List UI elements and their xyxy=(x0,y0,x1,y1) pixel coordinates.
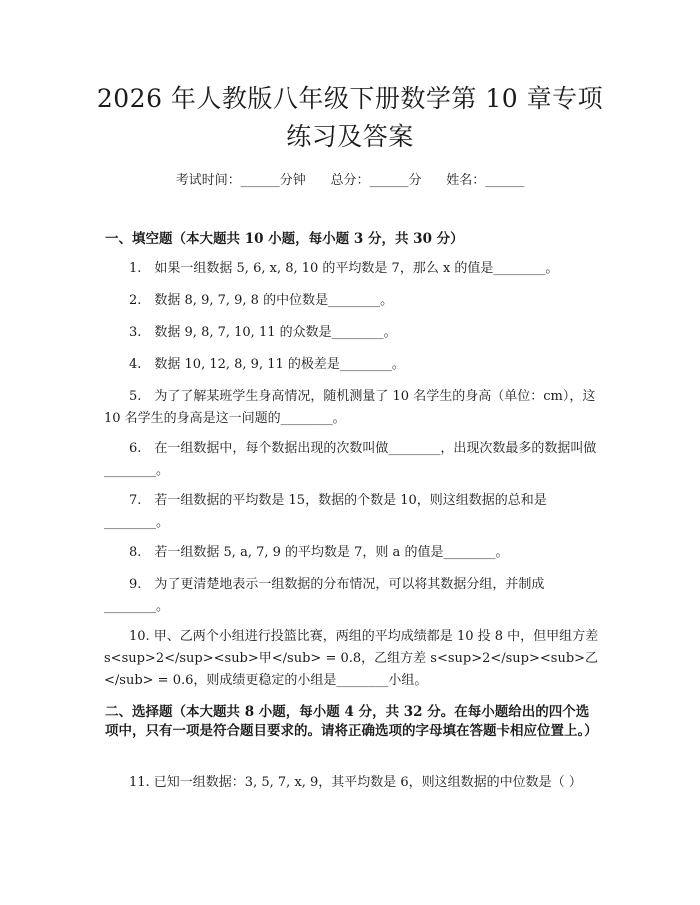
question-7: 7. 若一组数据的平均数是 15，数据的个数是 10，则这组数据的总和是________。 xyxy=(104,493,547,530)
question-4: 4. 数据 10, 12, 8, 9, 11 的极差是________。 xyxy=(129,357,405,372)
section-heading-multiple-choice: 二、选择题（本大题共 8 小题，每小题 4 分，共 32 分。在每小题给出的四个选项中，只有一项是符合题目要求的。请将正确选项的字母填在答题卡相应位置上。） xyxy=(105,704,598,739)
question-10: 10. 甲、乙两个小组进行投篮比赛，两组的平均成绩都是 10 投 8 中，但甲组方差 s<sup>2</sup><sub>甲</sub> = 0.8，乙组方差 s<sup>2</sup><sub>乙</sub> = 0.6，则成绩更稳定的小组是________小组。 xyxy=(104,629,599,688)
question-9: 9. 为了更清楚地表示一组数据的分布情况，可以将其数据分组，并制成________。 xyxy=(104,577,545,614)
question-11: 11. 已知一组数据：3, 5, 7, x, 9，其平均数是 6，则这组数据的中位数是（ ） xyxy=(129,775,582,790)
question-3: 3. 数据 9, 8, 7, 10, 11 的众数是________。 xyxy=(129,325,397,340)
exam-info-line: 考试时间：______分钟 总分：______分 姓名：______ xyxy=(175,173,525,188)
document-title xyxy=(60,80,640,156)
question-1: 1. 如果一组数据 5, 6, x, 8, 10 的平均数是 7，那么 x 的值是________。 xyxy=(129,261,559,276)
question-6: 6. 在一组数据中，每个数据出现的次数叫做________，出现次数最多的数据叫做________。 xyxy=(104,441,597,478)
title-line-2: 练习及答案 xyxy=(286,122,414,151)
title-line-1: 2026 年人教版八年级下册数学第 10 章专项 xyxy=(96,84,604,113)
question-5: 5. 为了了解某班学生身高情况，随机测量了 10 名学生的身高（单位：cm），这 10 名学生的身高是这一问题的________。 xyxy=(104,389,596,426)
section-heading-fill-blank: 一、填空题（本大题共 10 小题，每小题 3 分，共 30 分） xyxy=(105,231,464,247)
question-2: 2. 数据 8, 9, 7, 9, 8 的中位数是________。 xyxy=(129,293,394,308)
question-8: 8. 若一组数据 5, a, 7, 9 的平均数是 7，则 a 的值是________。 xyxy=(129,545,509,560)
